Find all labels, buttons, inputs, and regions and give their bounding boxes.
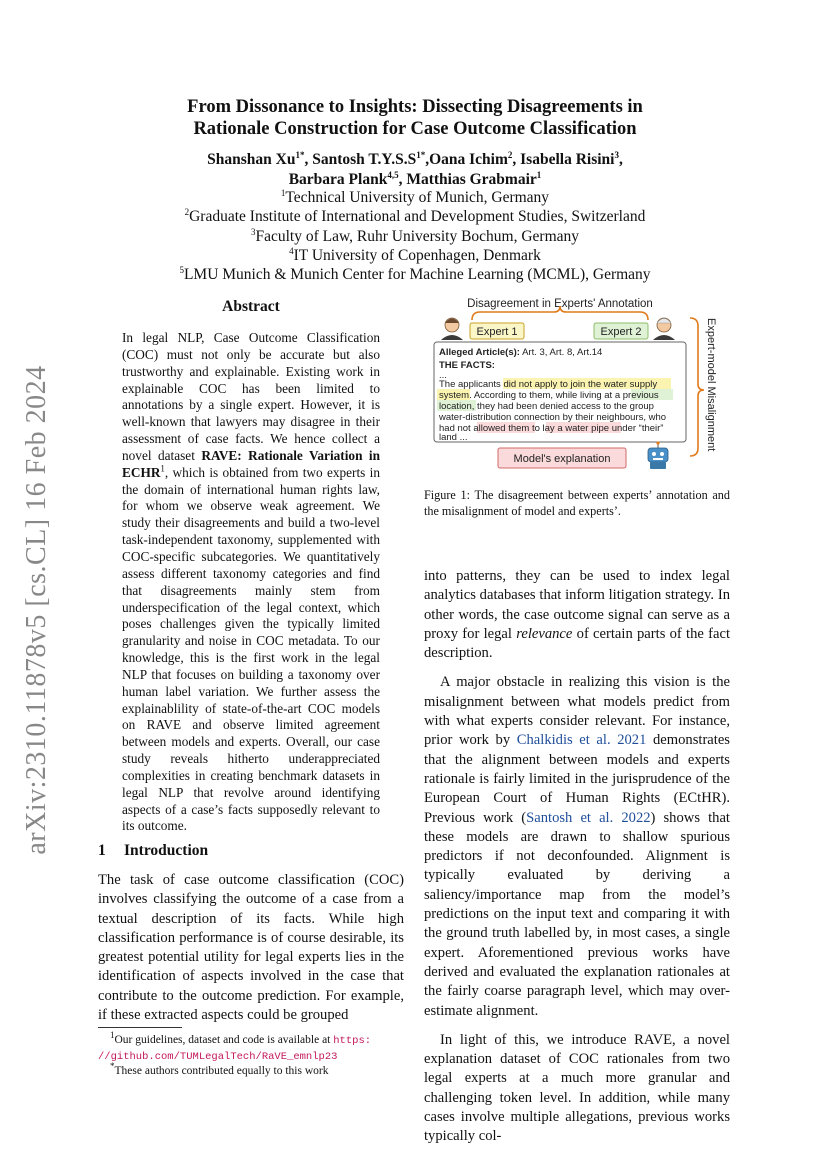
paper-title: From Dissonance to Insights: Dissecting Disagreements in Rationale Construction for Case Outcome Classification xyxy=(187,97,643,139)
footnote: *These authors contributed equally to this work xyxy=(110,1061,329,1077)
facts-heading: THE FACTS: xyxy=(439,360,495,371)
model-explanation-label: Model's explanation xyxy=(513,453,611,465)
citation-link[interactable]: Chalkidis et al. 2021 xyxy=(516,732,647,749)
arxiv-stamp: arXiv:2310.11878v5 [cs.CL] 16 Feb 2024 xyxy=(21,365,52,855)
affiliation: $^2$Graduate Institute of International and Development Studies, Switzerland xyxy=(184,207,646,226)
abstract-text: In legal NLP, Case Outcome Classification (COC) must not only be accurate but also trustworthy and explainable. Existing work in explainable COC has been limited to annotations by a single expert. However, it is well-known that lawyers may disagree in their assessment of case facts. We hence collect a novel dataset RAVE: Rationale Variation in ECHR$^1$, which is obtained from two experts in the domain of international human rights law, for whom we observe weak agreement. We study their disagreements and build a two-level task-independent taxonomy, supplemented with COC-specific subcategories. We quantitatively assess different taxonomy categories and find that disagreements mainly stem from underspecification of the legal context, which poses challenges given the typically limited granularity and noise in COC metadata. To our knowledge, this is the first work in the legal NLP that focuses on building a taxonomy over human label variation. We further assess the explainablility of state-of-the-art COC models on RAVE and observe limited agreement between models and experts. Overall, our case study reveals hitherto underappreciated complexities in creating benchmark datasets in legal NLP that revolve around identifying aspects of a case’s facts supposedly relevant to its outcome. xyxy=(122,330,380,834)
figure-top-label: Disagreement in Experts' Annotation xyxy=(467,298,653,310)
affiliations xyxy=(100,188,730,284)
alleged-articles: Alleged Article(s): Art. 3, Art. 8, Art.14 xyxy=(439,347,603,358)
section-heading: 1 Introduction xyxy=(98,842,209,859)
robot-icon xyxy=(648,441,668,469)
dataset-name: RAVE: Rationale Variation in ECHR xyxy=(122,447,380,480)
affiliation: $^1$Technical University of Munich, Germany xyxy=(280,187,550,206)
facts-line: water-distribution connection by their neighbours, who xyxy=(439,412,667,423)
footnote-rule xyxy=(98,1027,182,1028)
intro-column-right xyxy=(424,567,730,1157)
footnotes xyxy=(98,1030,408,1079)
affiliation: $^3$Faculty of Law, Ruhr University Bochum, Germany xyxy=(250,226,580,245)
figure-1 xyxy=(428,292,728,482)
facts-line: The applicants did not apply to join the water supply xyxy=(439,379,658,390)
footnote-link[interactable]: https: xyxy=(333,1035,372,1047)
expert-2-avatar xyxy=(653,318,675,340)
facts-line: land ... xyxy=(439,432,468,443)
figure-caption: Figure 1: The disagreement between experts’ annotation and the misalignment of model and experts’. xyxy=(424,488,730,518)
expert-1-label: Expert 1 xyxy=(476,326,518,338)
expert-2-label: Expert 2 xyxy=(600,326,642,338)
intro-paragraph: into patterns, they can be used to index legal analytics databases that inform litigation strategy. In other words, the case outcome signal can serve as a proxy for legal relevance of certain parts of the fact description. xyxy=(424,568,731,662)
intro-paragraph: A major obstacle in realizing this vision is the misalignment between what models predict from with what experts consider relevant. For instance, prior work by Chalkidis et al. 2021 demonstrates that the alignment between models and experts rationale is fairly limited in the jurisprudence of the European Court of Human Rights (ECtHR). Previous work (Santosh et al. 2022) shows that these models are drawn to shallow spurious predictors if not deconfounded. Alignment is typically evaluated by deriving a saliency/importance map from the model’s predictions on the input text and comparing it with the ground truth labelled by, in most cases, a single expert. Aforementioned previous works have derived and evaluated the explanation rationales at the fairly coarse paragraph level, which may over-estimate alignment. xyxy=(424,674,730,1019)
misalignment-bracket xyxy=(690,318,704,456)
facts-line: location, they had been denied access to the group xyxy=(439,401,654,412)
facts-line: had not allowed them to lay a water pipe under “their” xyxy=(439,423,664,434)
footnote-link[interactable]: //github.com/TUMLegalTech/RaVE_emnlp23 xyxy=(98,1050,338,1063)
citation-link[interactable]: Santosh et al. 2022 xyxy=(526,809,651,826)
author-list: Shanshan $Xu^{1*}$, Santosh $T.Y.S.S^{1*},Oana$ Ichim$^2$, Isabella Risini$^3$, Barbara Plank$^{4,5}$, Matthias Grabmair$^1$ xyxy=(207,149,623,188)
affiliation: $^5$LMU Munich & Munich Center for Machine Learning (MCML), Germany xyxy=(179,265,651,284)
intro-paragraph: In light of this, we introduce RAVE, a novel explanation dataset of COC rationales from two legal experts at a much more granular and challenging token level. In addition, while many cases involve multiple allegations, previous works typically col- xyxy=(424,1031,730,1145)
facts-ellipsis: ... xyxy=(439,370,447,381)
affiliation: $^4$IT University of Copenhagen, Denmark xyxy=(289,245,541,264)
expert-1-avatar xyxy=(441,318,463,340)
facts-line: system. According to them, while living at a previous xyxy=(439,390,659,401)
abstract-heading: Abstract xyxy=(222,298,280,315)
side-label: Expert-model Misalignment xyxy=(705,318,717,452)
intro-paragraph: The task of case outcome classification (COC) involves classifying the outcome of a case from a textual description of its facts. While high classification performance is of course desirable, its greatest potential utility for legal experts lies in the identification of aspects involved in the case that contribute to the outcome prediction. For example, if these extracted aspects could be grouped xyxy=(98,872,404,1024)
footnote: $^1$Our guidelines, dataset and code is available at https: //github.com/TUMLegalTech/RaVE_emnlp23 xyxy=(98,1030,372,1063)
